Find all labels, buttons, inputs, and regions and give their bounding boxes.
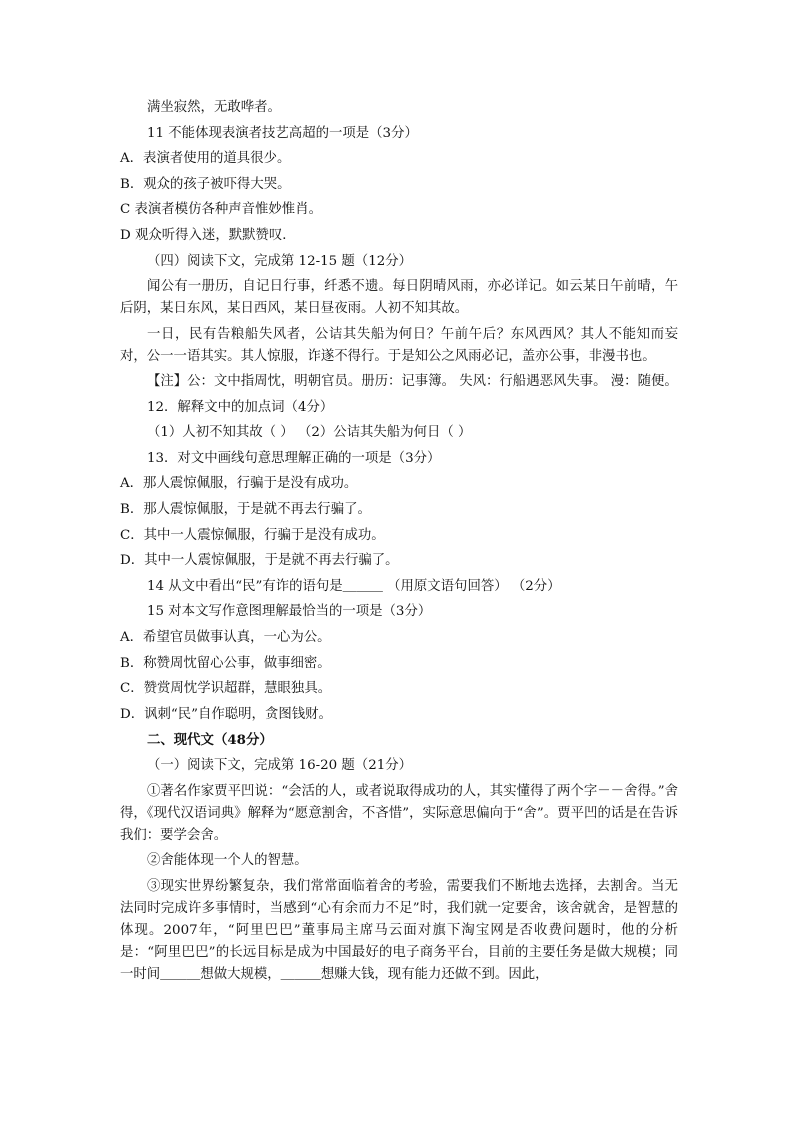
question-14: 14 从文中看出“民”有诈的语句是＿＿＿ （用原文语句回答） （2分）	[147, 578, 561, 594]
option-c: C．赞赏周忱学识超群，慧眼独具。	[120, 681, 332, 697]
option-d: D 观众听得入迷，默默赞叹．	[120, 227, 296, 243]
question-12-items: （1）人初不知其故（ ） （2）公诘其失船为何日（ ）	[147, 425, 472, 441]
section-heading: （四）阅读下文，完成第 12-15 题（12分）	[147, 253, 413, 269]
option-d: D．其中一人震惊佩服，于是就不再去行骗了。	[120, 553, 399, 569]
question-13: 13．对文中画线句意思理解正确的一项是（3分）	[147, 450, 441, 466]
option-b: B．称赞周忱留心公事，做事细密。	[120, 655, 331, 671]
option-d: D．讽刺“民”自作聪明，贪图钱财。	[120, 706, 332, 722]
option-b: B．那人震惊佩服，于是就不再去行骗了。	[120, 502, 371, 518]
option-c: C 表演者模仿各种声音惟妙惟肖。	[120, 202, 322, 218]
passage-paragraph: ①著名作家贾平凹说：“会活的人，或者说取得成功的人，其实懂得了两个字－－舍得。”舍得，《现代汉语词典》解释为“愿意割舍，不吝惜”，实际意思偏向于“舍”。贾平凹的话是在告诉我们：要学会舍。	[120, 783, 678, 843]
passage-paragraph: 闻公有一册历，自记日行事，纤悉不遗。每日阴晴风雨，亦必详记。如云某日午前晴，午后阴，某日东风，某日西风，某日昼夜雨。人初不知其故。	[120, 279, 678, 317]
question-15: 15 对本文写作意图理解最恰当的一项是（3分）	[147, 604, 432, 620]
passage-paragraph: 一日，民有告粮船失风者，公诘其失船为何日？午前午后？东风西风？其人不能知而妄对，公一一语其实。其人惊服，诈遂不得行。于是知公之风雨必记，盖亦公事，非漫书也。	[120, 326, 678, 364]
question-11: 11 不能体现表演者技艺高超的一项是（3分）	[147, 125, 418, 141]
option-c: C．其中一人震惊佩服，行骗于是没有成功。	[120, 527, 385, 543]
subsection-heading: （一）阅读下文，完成第 16-20 题（21分）	[147, 757, 413, 773]
option-a: A．表演者使用的道具很少。	[120, 151, 291, 167]
option-a: A．希望官员做事认真，一心为公。	[120, 630, 331, 645]
passage-note: 【注】公：文中指周忱，明朝官员。册历：记事簿。 失风：行船遇恶风失事。 漫：随便。	[147, 374, 678, 390]
question-12: 12．解释文中的加点词（4分）	[147, 399, 334, 415]
passage-paragraph: ③现实世界纷繁复杂，我们常常面临着舍的考验，需要我们不断地去选择，去割舍。当无法同时完成许多事情时，当感到“心有余而力不足”时，我们就一定要舍，该舍就舍，是智慧的体现。2007年，“阿里巴巴”董事局主席马云面对旗下淘宝网是否收费问题时，他的分析是：“阿里巴巴”的长远目标是成为中国最好的电子商务平台，目前的主要任务是做大规模；同一时间＿＿＿想做大规模，＿＿＿想赚大钱，现有能力还做不到。因此，	[120, 878, 678, 982]
section-heading-modern: 二、现代文（48分）	[147, 732, 273, 749]
text-line: 满坐寂然，无敢哗者。	[147, 100, 281, 115]
option-b: B．观众的孩子被吓得大哭。	[120, 176, 291, 192]
document-page	[120, 97, 678, 989]
option-a: A．那人震惊佩服，行骗于是没有成功。	[120, 476, 358, 492]
passage-paragraph: ②舍能体现一个人的智慧。	[147, 853, 308, 869]
